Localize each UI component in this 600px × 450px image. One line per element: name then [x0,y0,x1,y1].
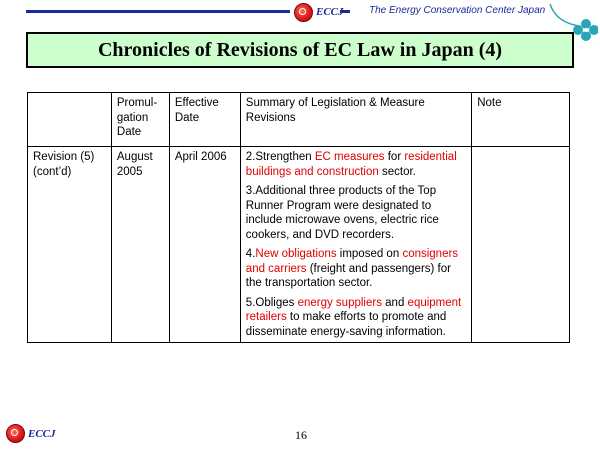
summary-item-5: 5.Obliges energy suppliers and equipment retailers to make efforts to promote and disseminate energy-saving information. [245,296,462,338]
header-blank [28,93,112,147]
revisions-table [27,92,570,343]
header-promulgation-date: Promul-gation Date [111,93,169,147]
table-header-row [28,93,570,147]
summary-item-2: 2.Strengthen EC measures for residential buildings and construction sector. [245,151,457,178]
effective-cell: April 2006 [169,147,240,343]
page-title: Chronicles of Revisions of EC Law in Japan (4) [97,38,503,61]
table-row [28,147,570,343]
header-rule-left [26,10,290,13]
summary-item-3: 3.Additional three products of the Top Runner Program were designated to include microwave ovens, electric rice cookers, and DVD recorders. [245,185,439,241]
page-number: 16 [295,428,307,442]
header-logo-text: ECCJ [316,6,344,18]
header-summary: Summary of Legislation & Measure Revisions [240,93,471,147]
promulgation-cell: August 2005 [111,147,169,343]
title-box [26,32,574,68]
summary-item-4: 4.New obligations imposed on consigners and carriers (freight and passengers) for the transportation sector. [245,248,459,289]
organization-name: The Energy Conservation Center Japan [369,5,546,16]
header-effective-date: Effective Date [169,93,240,147]
footer-logo-text: ECCJ [28,428,56,440]
header-note: Note [472,93,570,147]
footer-eccj-logo-icon [6,424,25,443]
summary-cell [240,147,471,343]
note-cell [472,147,570,343]
revision-cell: Revision (5) (cont’d) [28,147,112,343]
eccj-logo-icon [294,3,313,22]
